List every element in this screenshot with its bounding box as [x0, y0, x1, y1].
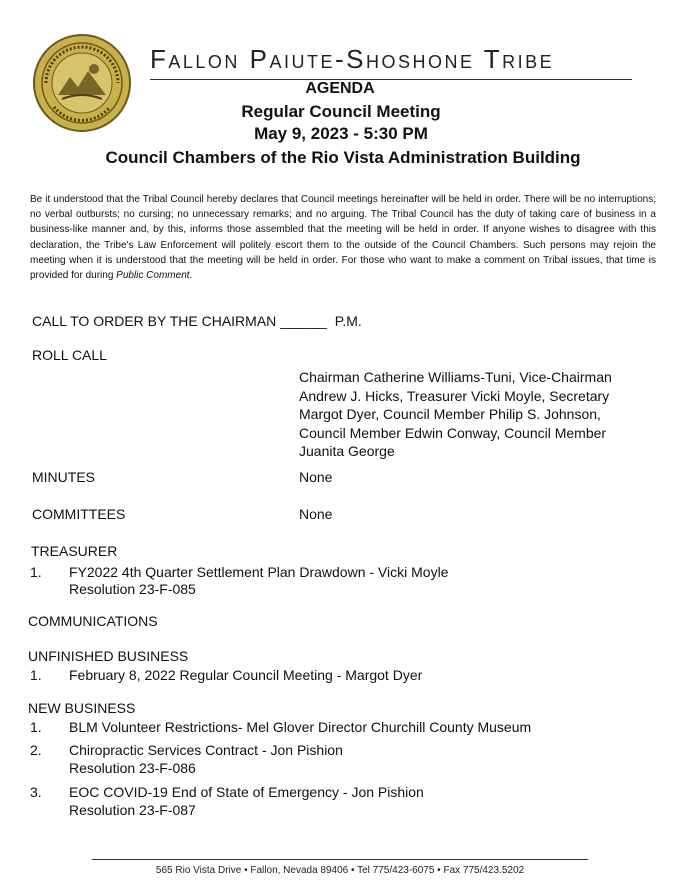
call-to-order — [32, 313, 362, 329]
agenda-title: AGENDA — [305, 80, 375, 97]
treasurer-label: TREASURER — [31, 543, 118, 559]
treasurer-item-resolution: Resolution 23-F-085 — [69, 581, 196, 597]
treasurer-item-title: FY2022 4th Quarter Settlement Plan Drawdown - Vicki Moyle — [69, 564, 449, 580]
new-business-item-number: 1. — [30, 719, 42, 735]
new-business-label: NEW BUSINESS — [28, 700, 136, 716]
meeting-location: Council Chambers of the Rio Vista Administration Building — [105, 148, 581, 167]
unfinished-item-number: 1. — [30, 667, 42, 683]
new-business-item-title: Chiropractic Services Contract - Jon Pishion — [69, 742, 343, 758]
call-to-order-blank: ______ — [280, 313, 327, 329]
new-business-item-number: 3. — [30, 784, 42, 800]
unfinished-item-title: February 8, 2022 Regular Council Meeting - Margot Dyer — [69, 667, 423, 683]
order-declaration-text: Be it understood that the Tribal Council hereby declares that Council meetings hereinafter will be held in order. There will be no interruptions; no verbal outbursts; no cursing; no unnecessary remarks; and no arguing. The Tribal Council has the duty of taking care of business in a business-like manner and, by this, informs those assembled that the meeting will be held in order. If anyone wishes to disagree with this declaration, the Tribe's Law Enforcement will politely escort them to the outside of the Council Chambers. Such persons may rejoin the meeting when it is understood that the meeting will be held in order. For those who want to make a comment on Tribal issues, that time is provided for during — [30, 194, 656, 282]
order-declaration-end: . — [189, 270, 193, 282]
new-business-item-resolution: Resolution 23-F-087 — [69, 802, 196, 818]
call-to-order-suffix: P.M. — [334, 313, 362, 329]
communications-label: COMMUNICATIONS — [28, 613, 158, 629]
footer-address: 565 Rio Vista Drive • Fallon, Nevada 89406 • Tel 775/423-6075 • Fax 775/423.5202 — [155, 865, 525, 876]
unfinished-business-label: UNFINISHED BUSINESS — [28, 648, 189, 664]
meeting-type: Regular Council Meeting — [241, 102, 441, 121]
roll-call-label: ROLL CALL — [32, 347, 107, 363]
minutes-value: None — [299, 469, 333, 485]
new-business-item-number: 2. — [30, 742, 42, 758]
new-business-item-title: BLM Volunteer Restrictions- Mel Glover Director Churchill County Museum — [69, 719, 532, 735]
new-business-item-resolution: Resolution 23-F-086 — [69, 760, 196, 776]
public-comment-emphasis: Public Comment — [116, 270, 190, 282]
new-business-item-title: EOC COVID-19 End of State of Emergency - Jon Pishion — [69, 784, 424, 800]
footer-divider — [92, 859, 588, 860]
order-declaration — [30, 192, 656, 283]
roll-call-attendees: Chairman Catherine Williams-Tuni, Vice-Chairman Andrew J. Hicks, Treasurer Vicki Moyle, Secretary Margot Dyer, Council Member Philip S. Johnson, Council Member Edwin Conway, Council Member Juanita George — [299, 369, 612, 459]
treasurer-item-number: 1. — [30, 564, 42, 580]
meeting-date-time: May 9, 2023 - 5:30 PM — [254, 124, 428, 143]
call-to-order-label: CALL TO ORDER BY THE CHAIRMAN — [32, 313, 277, 329]
tribal-seal-icon — [32, 33, 132, 133]
tribe-name: Fallon Paiute-Shoshone Tribe — [150, 44, 555, 74]
minutes-label: MINUTES — [32, 469, 95, 485]
committees-value: None — [299, 506, 333, 522]
committees-label: COMMITTEES — [32, 506, 126, 522]
